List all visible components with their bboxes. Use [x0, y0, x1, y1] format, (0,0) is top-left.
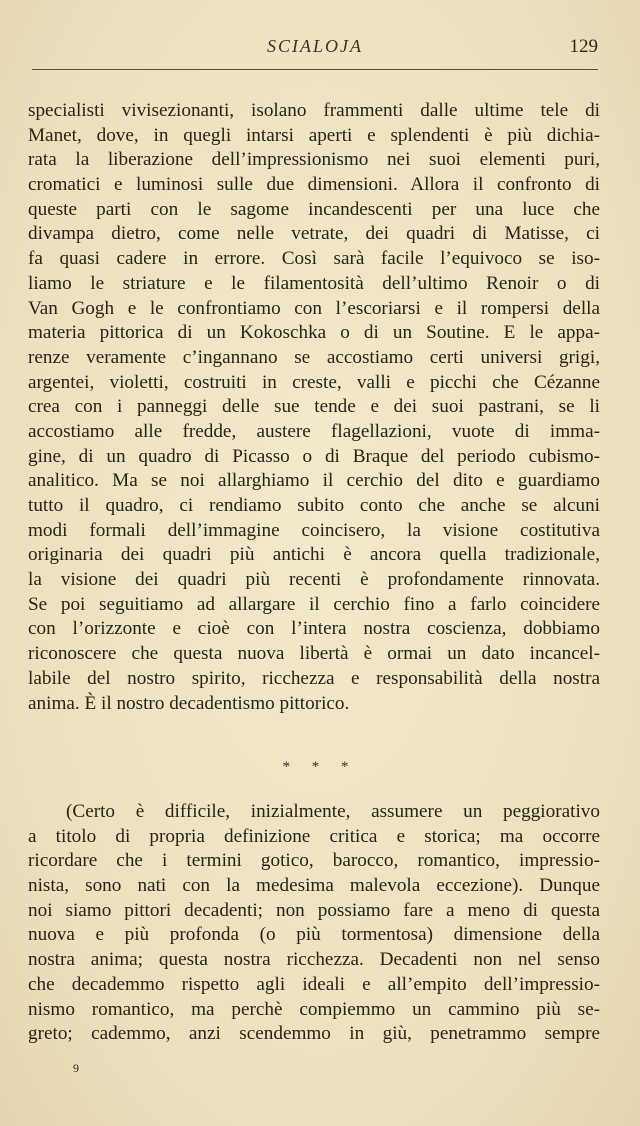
text-line: Se poi seguitiamo ad allargare il cerchio fino a farlo coincidere: [28, 593, 600, 615]
text-line: gine, di un quadro di Picasso o di Braque del periodo cubismo-: [28, 445, 600, 467]
text-line: accostiamo alle fredde, austere flagellazioni, vuote di imma-: [28, 420, 600, 442]
text-line: cromatici e luminosi sulle due dimensioni. Allora il confronto di: [28, 174, 600, 196]
paragraph-2: [28, 800, 600, 1047]
text-line: renze veramente c’ingannano se accostiamo certi universi grigi,: [28, 346, 600, 368]
text-line: nostra anima; questa nostra ricchezza. Decadenti non nel senso: [28, 949, 600, 971]
text-line: queste parti con le sagome incandescenti per una luce che: [28, 198, 600, 220]
text-line: che decademmo rispetto agli ideali e all’empito dell’impressio-: [28, 973, 600, 995]
header-rule: [32, 69, 598, 70]
text-line: originaria dei quadri più antichi è ancora quella tradizionale,: [28, 544, 600, 566]
text-line: greto; cademmo, anzi scendemmo in giù, penetrammo sempre: [28, 1023, 600, 1045]
text-line: riconoscere che questa nuova libertà è ormai un dato incancel-: [28, 643, 600, 665]
paragraph-1: [28, 99, 600, 716]
text-line: materia pittorica di un Kokoschka o di un Soutine. E le appa-: [28, 322, 600, 344]
text-line: specialisti vivisezionanti, isolano frammenti dalle ultime tele di: [28, 100, 600, 121]
text-line: liamo le striature e le filamentosità dell’ultimo Renoir o di: [28, 272, 600, 294]
text-line: fa quasi cadere in errore. Così sarà facile l’equivoco se iso-: [28, 248, 600, 270]
text-line: analitico. Ma se noi allarghiamo il cerchio del dito e guardiamo: [28, 470, 600, 492]
text-line: a titolo di propria definizione critica e storica; ma occorre: [28, 825, 600, 847]
text-line: tutto il quadro, ci rendiamo subito conto che anche se alcuni: [28, 495, 600, 516]
signature-mark: 9: [73, 1061, 79, 1075]
page-number: 129: [569, 36, 598, 57]
text-line: noi siamo pittori decadenti; non possiamo fare a meno di questa: [28, 899, 600, 921]
text-line: labile del nostro spirito, ricchezza e responsabilità della nostra: [28, 667, 600, 689]
text-line: divampa dietro, come nelle vetrate, dei quadri di Matisse, ci: [28, 223, 600, 245]
text-line: crea con i panneggi delle sue tende e dei suoi pastrani, se li: [28, 396, 600, 418]
text-line: Van Gogh e le confrontiamo con l’escoriarsi e il rompersi della: [28, 297, 600, 319]
text-line: rata la liberazione dell’impressionismo nei suoi elementi puri,: [28, 149, 600, 171]
text-line: Manet, dove, in quegli intarsi aperti e splendenti è più dichia-: [28, 124, 600, 146]
text-line: la visione dei quadri più recenti è profondamente rinnovata.: [28, 569, 600, 591]
text-line: anima. È il nostro decadentismo pittorico.: [28, 692, 350, 714]
text-line: nismo romantico, ma perchè compiemmo un cammino più se-: [28, 998, 600, 1020]
text-line: nuova e più profonda (o più tormentosa) dimensione della: [28, 924, 600, 946]
text-line: con l’orizzonte e cioè con l’intera nostra coscienza, dobbiamo: [28, 618, 600, 640]
page-header: [30, 36, 600, 62]
running-head: SCIALOJA: [267, 36, 363, 56]
section-separator: * * *: [282, 759, 358, 775]
text-line: (Certo è difficile, inizialmente, assumere un peggiorativo: [66, 801, 600, 822]
text-line: modi formali dell’immagine coincisero, la visione costitutiva: [28, 519, 600, 541]
text-line: argentei, violetti, costruiti in creste, valli e picchi che Cézanne: [28, 371, 600, 393]
text-line: ricordare che i termini gotico, barocco, romantico, impressio-: [28, 850, 600, 872]
text-line: nista, sono nati con la medesima malevola eccezione). Dunque: [28, 875, 600, 897]
